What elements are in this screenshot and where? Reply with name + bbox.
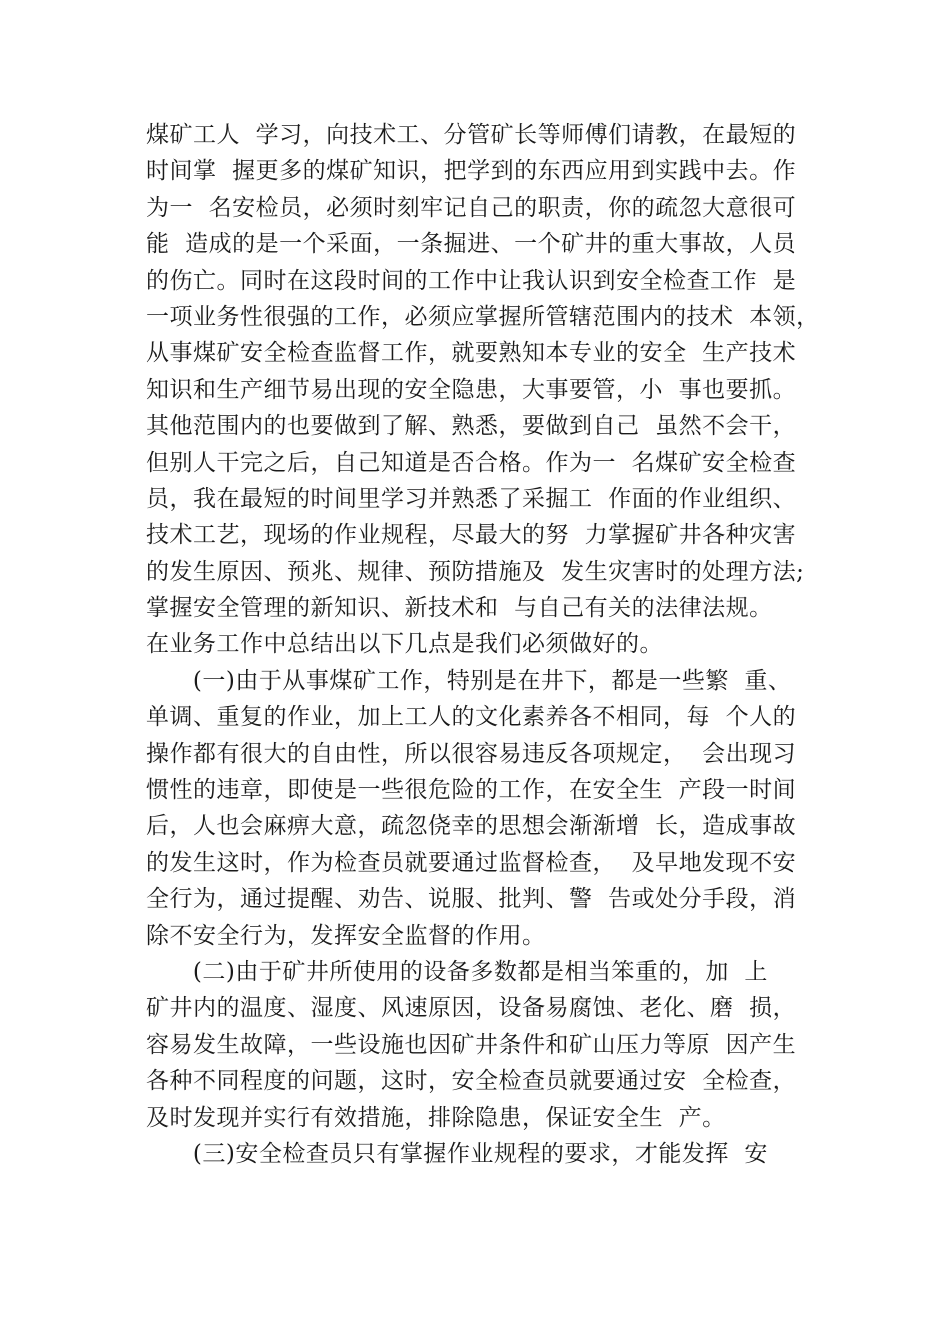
text-line: 掌握安全管理的新知识、新技术和 与自己有关的法律法规。 — [146, 595, 773, 622]
text-line: 员，我在最短的时间里学习并熟悉了采掘工 作面的作业组织、 — [146, 485, 797, 512]
text-line: 的发生这时，作为检查员就要通过监督检查， 及早地发现不安 — [146, 849, 797, 876]
text-line: 在业务工作中总结出以下几点是我们必须做好的。 — [146, 631, 663, 658]
text-line: 技术工艺，现场的作业规程，尽最大的努 力掌握矿井各种灾害 — [146, 522, 797, 549]
text-line: 时间掌 握更多的煤矿知识，把学到的东西应用到实践中去。作 — [146, 158, 797, 185]
text-line: 矿井内的温度、湿度、风速原因，设备易腐蚀、老化、磨 损， — [146, 995, 797, 1022]
text-line: 容易发生故障，一些设施也因矿井条件和矿山压力等原 因产生 — [146, 1031, 797, 1058]
text-line: 为一 名安检员，必须时刻牢记自己的职责，你的疏忽大意很可 — [146, 194, 797, 221]
text-line: 煤矿工人 学习，向技术工、分管矿长等师傅们请教，在最短的 — [146, 122, 797, 148]
paragraph-1-start: (一)由于从事煤矿工作，特别是在井下，都是一些繁 重、 — [146, 667, 792, 694]
text-line: 其他范围内的也要做到了解、熟悉，要做到自己 虽然不会干， — [146, 413, 797, 440]
text-line: 从事煤矿安全检查监督工作，就要熟知本专业的安全 生产技术 — [146, 340, 797, 367]
text-line: 惯性的违章，即使是一些很危险的工作，在安全生 产段一时间 — [146, 777, 797, 804]
paragraph-3-start: (三)安全检查员只有掌握作业规程的要求，才能发挥 安 — [146, 1140, 768, 1167]
text-line: 单调、重复的作业，加上工人的文化素养各不相同，每 个人的 — [146, 704, 797, 731]
text-line: 但别人干完之后，自己知道是否合格。作为一 名煤矿安全检查 — [146, 449, 797, 476]
text-line: 的伤亡。同时在这段时间的工作中让我认识到安全检查工作 是 — [146, 267, 797, 294]
text-line: 除不安全行为，发挥安全监督的作用。 — [146, 922, 546, 949]
text-line: 能 造成的是一个采面，一条掘进、一个矿井的重大事故，人员 — [146, 231, 797, 258]
text-line: 知识和生产细节易出现的安全隐患，大事要管，小 事也要抓。 — [146, 376, 797, 403]
body-text — [146, 117, 826, 1172]
text-line: 后，人也会麻痹大意，疏忽侥幸的思想会渐渐增 长，造成事故 — [146, 813, 797, 840]
text-line: 及时发现并实行有效措施，排除隐患，保证安全生 产。 — [146, 1104, 726, 1131]
text-line: 各种不同程度的问题，这时，安全检查员就要通过安 全检查， — [146, 1068, 797, 1095]
text-line: 的发生原因、预兆、规律、预防措施及 发生灾害时的处理方法; — [146, 558, 805, 585]
text-line: 操作都有很大的自由性，所以很容易违反各项规定， 会出现习 — [146, 740, 797, 767]
paragraph-2-start: (二)由于矿井所使用的设备多数都是相当笨重的，加 上 — [146, 958, 768, 985]
text-line: 全行为，通过提醒、劝告、说服、批判、警 告或处分手段，消 — [146, 886, 797, 913]
text-line: 一项业务性很强的工作，必须应掌握所管辖范围内的技术 本领， — [146, 303, 820, 330]
